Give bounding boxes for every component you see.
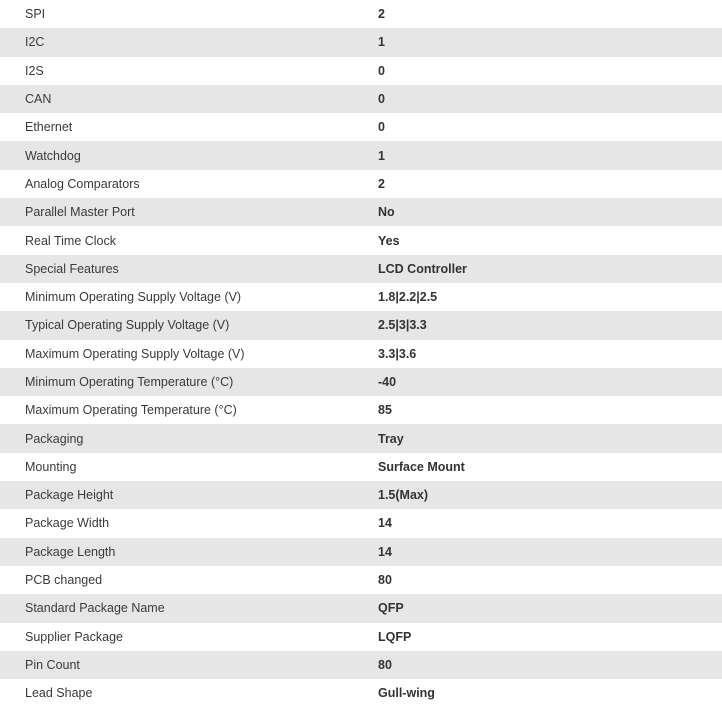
- spec-label: Packaging: [25, 431, 84, 446]
- spec-label: Typical Operating Supply Voltage (V): [25, 318, 230, 333]
- spec-value: 2: [378, 176, 385, 191]
- spec-label: Package Height: [25, 488, 114, 503]
- spec-value: 14: [378, 516, 392, 531]
- spec-row-watchdog: [0, 141, 722, 169]
- spec-value: 80: [378, 573, 392, 588]
- spec-row-min-temperature: [0, 368, 722, 396]
- spec-value: Gull-wing: [378, 686, 435, 701]
- spec-value: QFP: [378, 601, 404, 616]
- spec-value: 2: [378, 7, 385, 22]
- spec-row-min-supply-voltage: [0, 283, 722, 311]
- spec-label: Maximum Operating Supply Voltage (V): [25, 346, 245, 361]
- spec-value: No: [378, 205, 395, 220]
- spec-row-i2c: [0, 28, 722, 56]
- spec-label: Watchdog: [25, 148, 81, 163]
- spec-label: Maximum Operating Temperature (°C): [25, 403, 237, 418]
- spec-row-package-width: [0, 509, 722, 537]
- spec-value: 85: [378, 403, 392, 418]
- spec-label: PCB changed: [25, 573, 103, 588]
- spec-label: Package Width: [25, 516, 110, 531]
- spec-value: 2.5|3|3.3: [378, 318, 427, 333]
- spec-label: Lead Shape: [25, 686, 93, 701]
- spec-row-ethernet: [0, 113, 722, 141]
- spec-value: 80: [378, 657, 392, 672]
- spec-value: 0: [378, 63, 385, 78]
- spec-row-package-height: [0, 481, 722, 509]
- spec-label: Pin Count: [25, 657, 80, 672]
- spec-value: 1: [378, 148, 385, 163]
- spec-label: Parallel Master Port: [25, 205, 135, 220]
- spec-value: 1.5(Max): [378, 488, 429, 503]
- spec-row-real-time-clock: [0, 226, 722, 254]
- spec-row-i2s: [0, 57, 722, 85]
- spec-label: SPI: [25, 7, 46, 22]
- spec-value: LCD Controller: [378, 261, 467, 276]
- spec-row-packaging: [0, 424, 722, 452]
- spec-row-standard-package-name: [0, 594, 722, 622]
- spec-label: Ethernet: [25, 120, 73, 135]
- spec-label: Supplier Package: [25, 629, 123, 644]
- spec-label: Mounting: [25, 459, 77, 474]
- spec-row-special-features: [0, 255, 722, 283]
- spec-value: 1: [378, 35, 385, 50]
- spec-label: Standard Package Name: [25, 601, 165, 616]
- spec-row-supplier-package: [0, 623, 722, 651]
- spec-row-typ-supply-voltage: [0, 311, 722, 339]
- spec-row-pin-count: [0, 651, 722, 679]
- spec-row-spi: [0, 0, 722, 28]
- spec-label: Special Features: [25, 261, 119, 276]
- spec-row-mounting: [0, 453, 722, 481]
- spec-label: Package Length: [25, 544, 116, 559]
- spec-row-can: [0, 85, 722, 113]
- spec-value: 0: [378, 92, 385, 107]
- spec-row-package-length: [0, 538, 722, 566]
- spec-row-pcb-changed: [0, 566, 722, 594]
- spec-row-max-supply-voltage: [0, 340, 722, 368]
- spec-value: Yes: [378, 233, 400, 248]
- spec-value: LQFP: [378, 629, 412, 644]
- spec-label: Minimum Operating Temperature (°C): [25, 375, 234, 389]
- spec-label: I2S: [25, 63, 44, 78]
- spec-row-analog-comparators: [0, 170, 722, 198]
- spec-row-parallel-master-port: [0, 198, 722, 226]
- spec-value: Tray: [378, 431, 404, 446]
- spec-row-max-temperature: [0, 396, 722, 424]
- spec-label: CAN: [25, 92, 52, 107]
- spec-label: Analog Comparators: [25, 176, 140, 191]
- spec-label: Real Time Clock: [25, 233, 116, 248]
- spec-label: Minimum Operating Supply Voltage (V): [25, 290, 242, 305]
- spec-value: Surface Mount: [378, 459, 465, 474]
- spec-value: -40: [378, 375, 397, 389]
- spec-value: 1.8|2.2|2.5: [378, 290, 438, 305]
- spec-label: I2C: [25, 35, 45, 50]
- spec-value: 3.3|3.6: [378, 346, 417, 361]
- spec-value: 0: [378, 120, 385, 135]
- spec-value: 14: [378, 544, 392, 559]
